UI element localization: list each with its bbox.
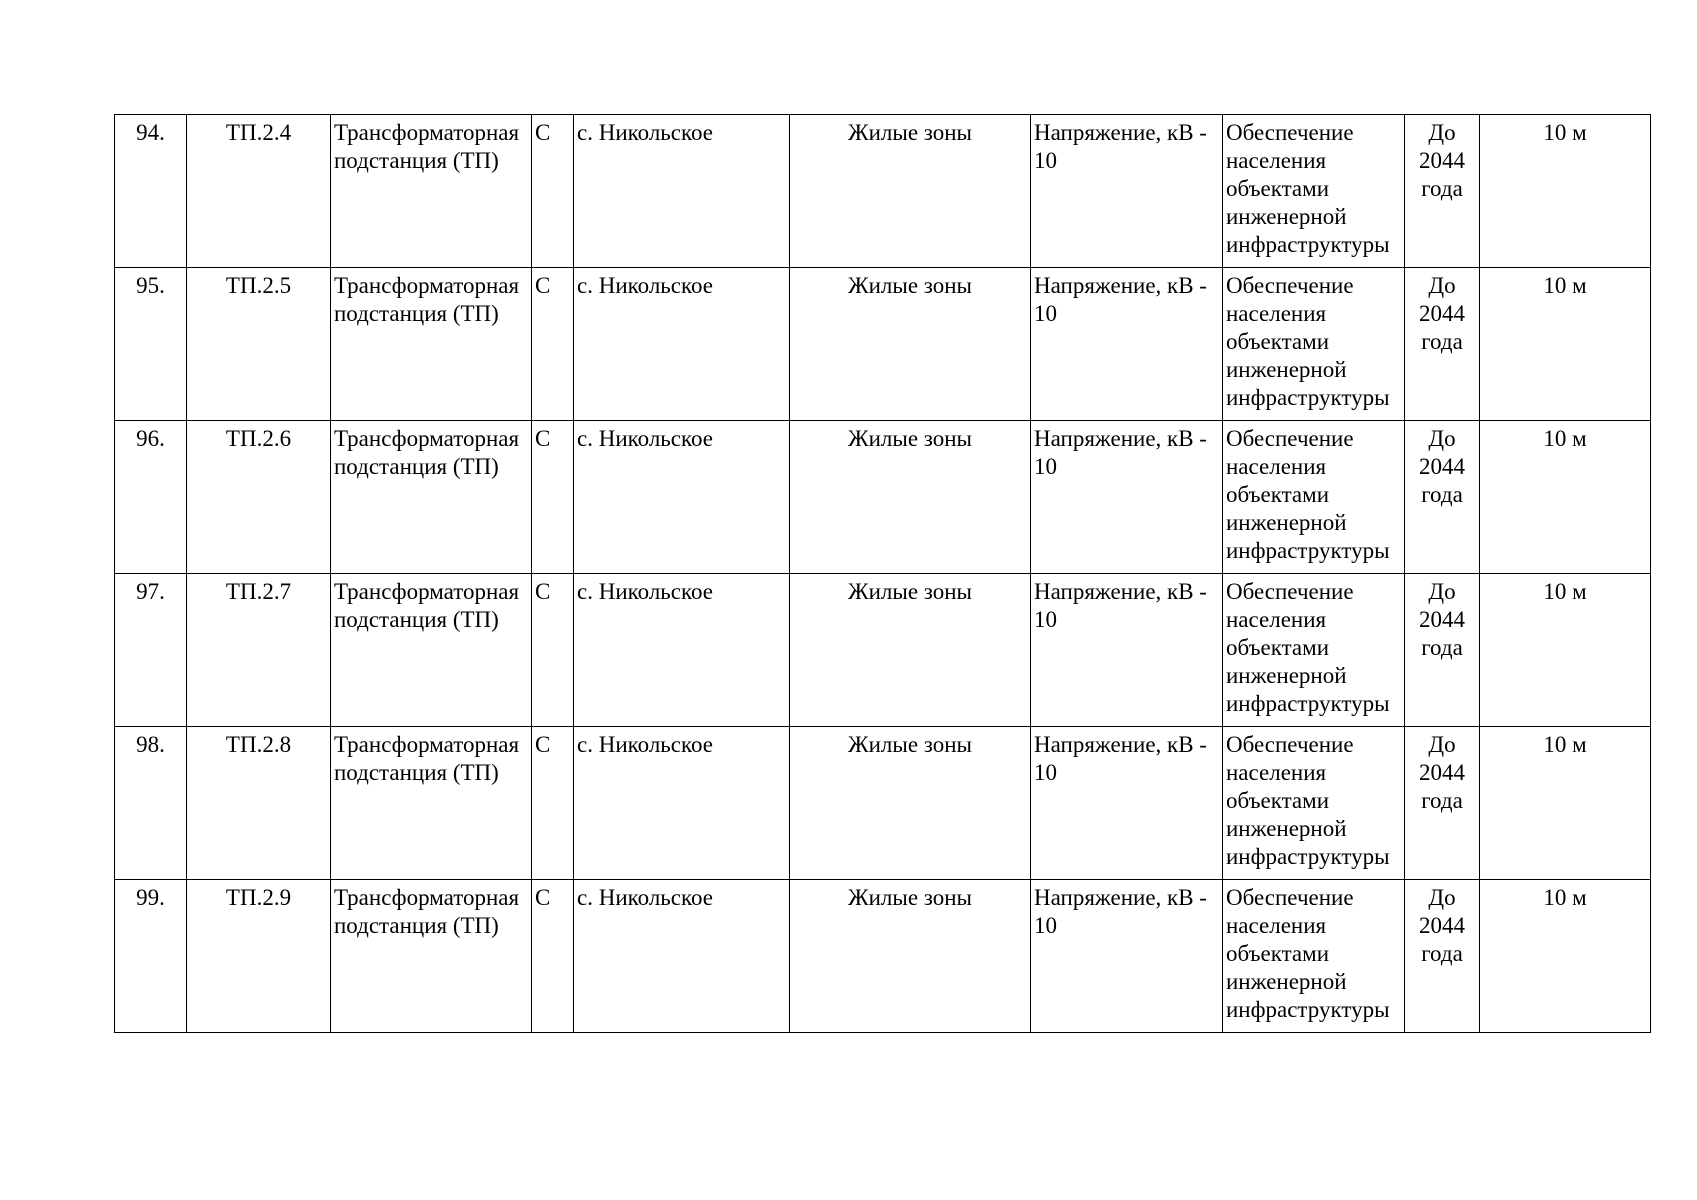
object-purpose: Обеспечение населения объектами инженерной инфраструктуры <box>1223 115 1405 268</box>
table-row <box>115 727 1651 880</box>
table-row <box>115 115 1651 268</box>
object-location: с. Никольское <box>574 727 790 880</box>
object-location: с. Никольское <box>574 421 790 574</box>
implementation-term: До 2044 года <box>1405 880 1480 1033</box>
functional-zone: Жилые зоны <box>790 115 1031 268</box>
object-status: С <box>532 880 574 1033</box>
protection-zone: 10 м <box>1480 727 1651 880</box>
protection-zone: 10 м <box>1480 268 1651 421</box>
object-code: ТП.2.8 <box>187 727 331 880</box>
object-status: С <box>532 115 574 268</box>
object-purpose: Обеспечение населения объектами инженерной инфраструктуры <box>1223 574 1405 727</box>
row-number: 94. <box>115 115 187 268</box>
functional-zone: Жилые зоны <box>790 421 1031 574</box>
row-number: 99. <box>115 880 187 1033</box>
implementation-term: До 2044 года <box>1405 727 1480 880</box>
functional-zone: Жилые зоны <box>790 880 1031 1033</box>
row-number: 97. <box>115 574 187 727</box>
protection-zone: 10 м <box>1480 574 1651 727</box>
object-parameters: Напряжение, кВ - 10 <box>1031 268 1223 421</box>
functional-zone: Жилые зоны <box>790 268 1031 421</box>
object-name: Трансформаторная подстанция (ТП) <box>331 268 532 421</box>
table-row <box>115 268 1651 421</box>
table-row <box>115 880 1651 1033</box>
protection-zone: 10 м <box>1480 421 1651 574</box>
object-name: Трансформаторная подстанция (ТП) <box>331 880 532 1033</box>
object-parameters: Напряжение, кВ - 10 <box>1031 421 1223 574</box>
row-number: 98. <box>115 727 187 880</box>
object-status: С <box>532 574 574 727</box>
implementation-term: До 2044 года <box>1405 115 1480 268</box>
object-purpose: Обеспечение населения объектами инженерной инфраструктуры <box>1223 421 1405 574</box>
object-parameters: Напряжение, кВ - 10 <box>1031 574 1223 727</box>
object-status: С <box>532 421 574 574</box>
implementation-term: До 2044 года <box>1405 268 1480 421</box>
object-name: Трансформаторная подстанция (ТП) <box>331 421 532 574</box>
protection-zone: 10 м <box>1480 115 1651 268</box>
table-row <box>115 574 1651 727</box>
object-code: ТП.2.9 <box>187 880 331 1033</box>
object-location: с. Никольское <box>574 268 790 421</box>
table-row <box>115 421 1651 574</box>
object-name: Трансформаторная подстанция (ТП) <box>331 115 532 268</box>
objects-table <box>114 114 1651 1033</box>
object-code: ТП.2.7 <box>187 574 331 727</box>
object-location: с. Никольское <box>574 115 790 268</box>
object-purpose: Обеспечение населения объектами инженерной инфраструктуры <box>1223 727 1405 880</box>
object-status: С <box>532 727 574 880</box>
object-code: ТП.2.4 <box>187 115 331 268</box>
implementation-term: До 2044 года <box>1405 574 1480 727</box>
functional-zone: Жилые зоны <box>790 727 1031 880</box>
object-name: Трансформаторная подстанция (ТП) <box>331 574 532 727</box>
object-code: ТП.2.6 <box>187 421 331 574</box>
object-purpose: Обеспечение населения объектами инженерной инфраструктуры <box>1223 268 1405 421</box>
object-code: ТП.2.5 <box>187 268 331 421</box>
object-name: Трансформаторная подстанция (ТП) <box>331 727 532 880</box>
object-parameters: Напряжение, кВ - 10 <box>1031 880 1223 1033</box>
row-number: 96. <box>115 421 187 574</box>
object-status: С <box>532 268 574 421</box>
object-parameters: Напряжение, кВ - 10 <box>1031 727 1223 880</box>
object-parameters: Напряжение, кВ - 10 <box>1031 115 1223 268</box>
implementation-term: До 2044 года <box>1405 421 1480 574</box>
object-purpose: Обеспечение населения объектами инженерной инфраструктуры <box>1223 880 1405 1033</box>
row-number: 95. <box>115 268 187 421</box>
object-location: с. Никольское <box>574 574 790 727</box>
object-location: с. Никольское <box>574 880 790 1033</box>
functional-zone: Жилые зоны <box>790 574 1031 727</box>
protection-zone: 10 м <box>1480 880 1651 1033</box>
